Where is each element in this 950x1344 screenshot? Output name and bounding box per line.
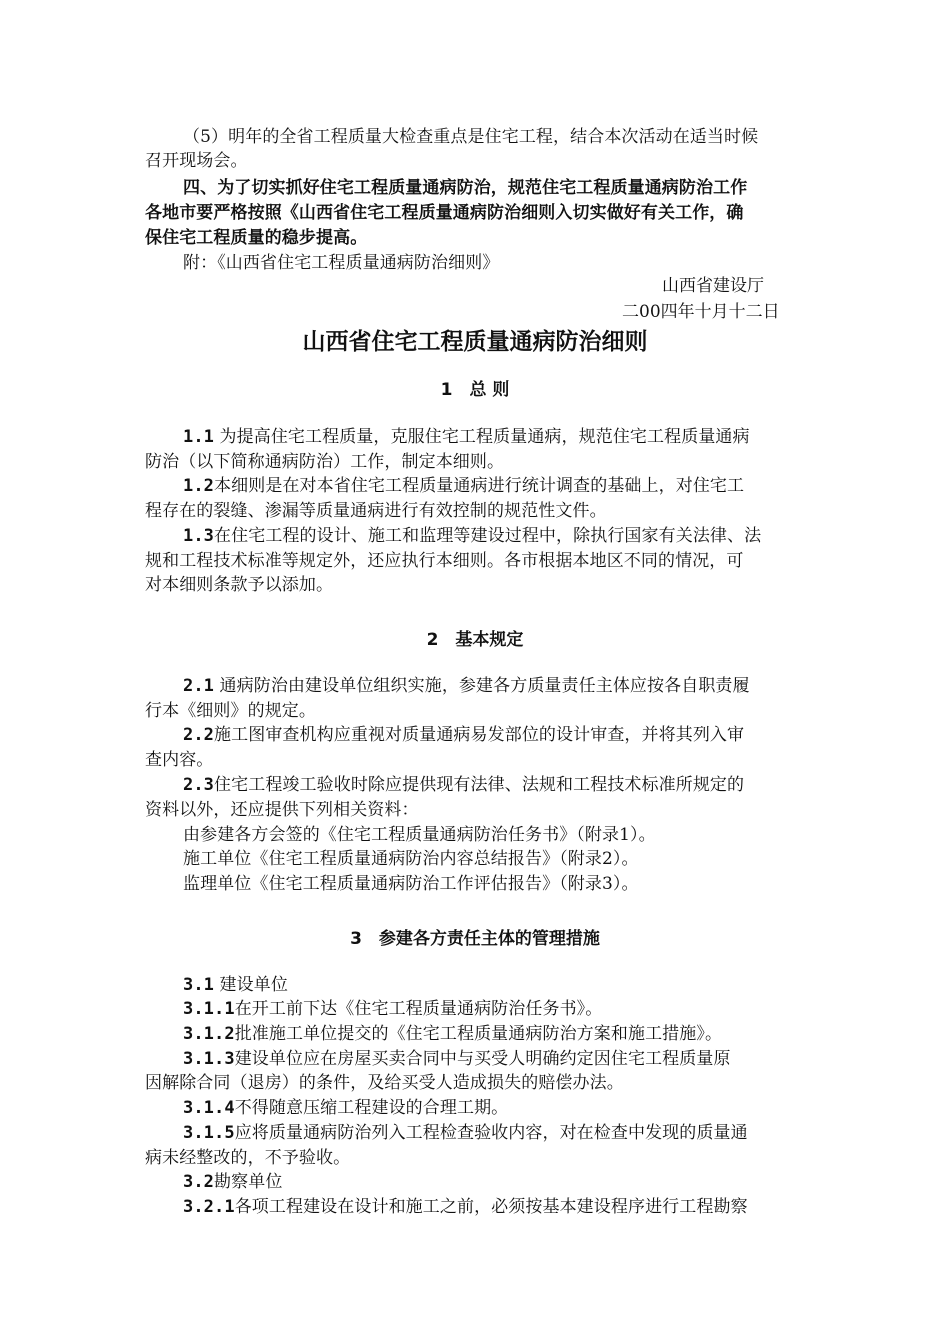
- clause-3-2-1: [183, 1195, 848, 1219]
- clause-number: 2.2: [183, 725, 215, 745]
- clause-3-1-1: [183, 997, 848, 1021]
- section-3-heading: 3 参建各方责任主体的管理措施: [350, 929, 600, 949]
- clause-number: 1.3: [183, 526, 215, 546]
- clause-text: 住宅工程竣工验收时除应提供现有法律、法规和工程技术标准所规定的: [214, 775, 745, 795]
- clause-text: 不得随意压缩工程建设的合理工期。: [234, 1098, 509, 1118]
- clause-1-3-line2: 规和工程技术标准等规定外，还应执行本细则。各市根据本地区不同的情况，可: [145, 551, 744, 571]
- clause-text: 应将质量通病防治列入工程检查验收内容，对在检查中发现的质量通: [234, 1123, 748, 1143]
- clause-3-1-4: [183, 1096, 848, 1120]
- clause-1-3-line3: 对本细则条款予以添加。: [145, 575, 334, 595]
- clause-text: 通病防治由建设单位组织实施，参建各方质量责任主体应按各自职责履: [214, 676, 750, 696]
- clause-3-2: [183, 1170, 848, 1194]
- clause-number: 3.1.3: [183, 1049, 235, 1069]
- clause-2-3-item2: 施工单位《住宅工程质量通病防治内容总结报告》（附录2）。: [183, 849, 639, 869]
- document-title: 山西省住宅工程质量通病防治细则: [302, 329, 648, 355]
- clause-text: 勘察单位: [214, 1172, 283, 1192]
- clause-3-1-3-line2: 因解除合同（退房）的条件，及给买受人造成损失的赔偿办法。: [145, 1073, 624, 1093]
- clause-number: 1.2: [183, 476, 215, 496]
- clause-number: 3.1.2: [183, 1024, 235, 1044]
- clause-1-2-line1: [183, 474, 848, 498]
- notice-issuer: 山西省建设厅: [662, 276, 764, 296]
- clause-3-1-2: [183, 1022, 848, 1046]
- clause-text: 批准施工单位提交的《住宅工程质量通病防治方案和施工措施》。: [234, 1024, 723, 1044]
- clause-2-2-line1: [183, 723, 848, 747]
- clause-text: 为提高住宅工程质量，克服住宅工程质量通病，规范住宅工程质量通病: [214, 427, 750, 447]
- notice-item5-line2: 召开现场会。: [145, 151, 248, 171]
- clause-number: 3.1: [183, 975, 215, 995]
- clause-number: 3.2.1: [183, 1197, 235, 1217]
- clause-2-3-item1: 由参建各方会签的《住宅工程质量通病防治任务书》（附录1）。: [183, 825, 656, 845]
- clause-1-1-line2: 防治（以下简称通病防治）工作，制定本细则。: [145, 452, 505, 472]
- clause-text: 施工图审查机构应重视对质量通病易发部位的设计审查，并将其列入审: [214, 725, 745, 745]
- clause-2-3-line2: 资料以外，还应提供下列相关资料：: [145, 800, 419, 820]
- clause-2-3-line1: [183, 773, 848, 797]
- clause-number: 2.3: [183, 775, 215, 795]
- clause-3-1: [183, 973, 848, 997]
- clause-number: 3.1.4: [183, 1098, 235, 1118]
- clause-1-2-line2: 程存在的裂缝、渗漏等质量通病进行有效控制的规范性文件。: [145, 501, 607, 521]
- clause-3-1-3-line1: [183, 1047, 848, 1071]
- notice-date: 二00四年十月十二日: [622, 302, 780, 322]
- clause-text: 各项工程建设在设计和施工之前，必须按基本建设程序进行工程勘察: [234, 1197, 748, 1217]
- notice-item5-line1: （5）明年的全省工程质量大检查重点是住宅工程，结合本次活动在适当时候: [183, 127, 759, 147]
- clause-text: 建设单位应在房屋买卖合同中与买受人明确约定因住宅工程质量原: [234, 1049, 731, 1069]
- clause-2-2-line2: 查内容。: [145, 750, 214, 770]
- notice-item4-line3: 保住宅工程质量的稳步提高。: [145, 228, 368, 248]
- clause-text: 本细则是在对本省住宅工程质量通病进行统计调查的基础上，对住宅工: [214, 476, 745, 496]
- notice-item4-line1: 四、为了切实抓好住宅工程质量通病防治，规范住宅工程质量通病防治工作: [183, 178, 748, 198]
- clause-number: 3.1.5: [183, 1123, 235, 1143]
- notice-attachment: 附：《山西省住宅工程质量通病防治细则》: [183, 253, 500, 273]
- clause-2-3-item3: 监理单位《住宅工程质量通病防治工作评估报告》（附录3）。: [183, 874, 639, 894]
- clause-3-1-5-line1: [183, 1121, 848, 1145]
- section-1-heading: 1 总 则: [440, 380, 510, 400]
- clause-number: 3.2: [183, 1172, 215, 1192]
- notice-item4-line2: 各地市要严格按照《山西省住宅工程质量通病防治细则入切实做好有关工作，确: [145, 203, 744, 223]
- clause-text: 建设单位: [214, 975, 288, 995]
- clause-1-3-line1: [183, 524, 848, 548]
- clause-2-1-line2: 行本《细则》的规定。: [145, 701, 316, 721]
- clause-2-1-line1: [183, 674, 848, 698]
- clause-3-1-5-line2: 病未经整改的，不予验收。: [145, 1148, 351, 1168]
- clause-number: 1.1: [183, 427, 215, 447]
- clause-text: 在开工前下达《住宅工程质量通病防治任务书》。: [234, 999, 603, 1019]
- clause-1-1-line1: [183, 425, 848, 449]
- section-2-heading: 2 基本规定: [426, 630, 524, 650]
- clause-text: 在住宅工程的设计、施工和监理等建设过程中，除执行国家有关法律、法: [214, 526, 762, 546]
- clause-number: 2.1: [183, 676, 215, 696]
- clause-number: 3.1.1: [183, 999, 235, 1019]
